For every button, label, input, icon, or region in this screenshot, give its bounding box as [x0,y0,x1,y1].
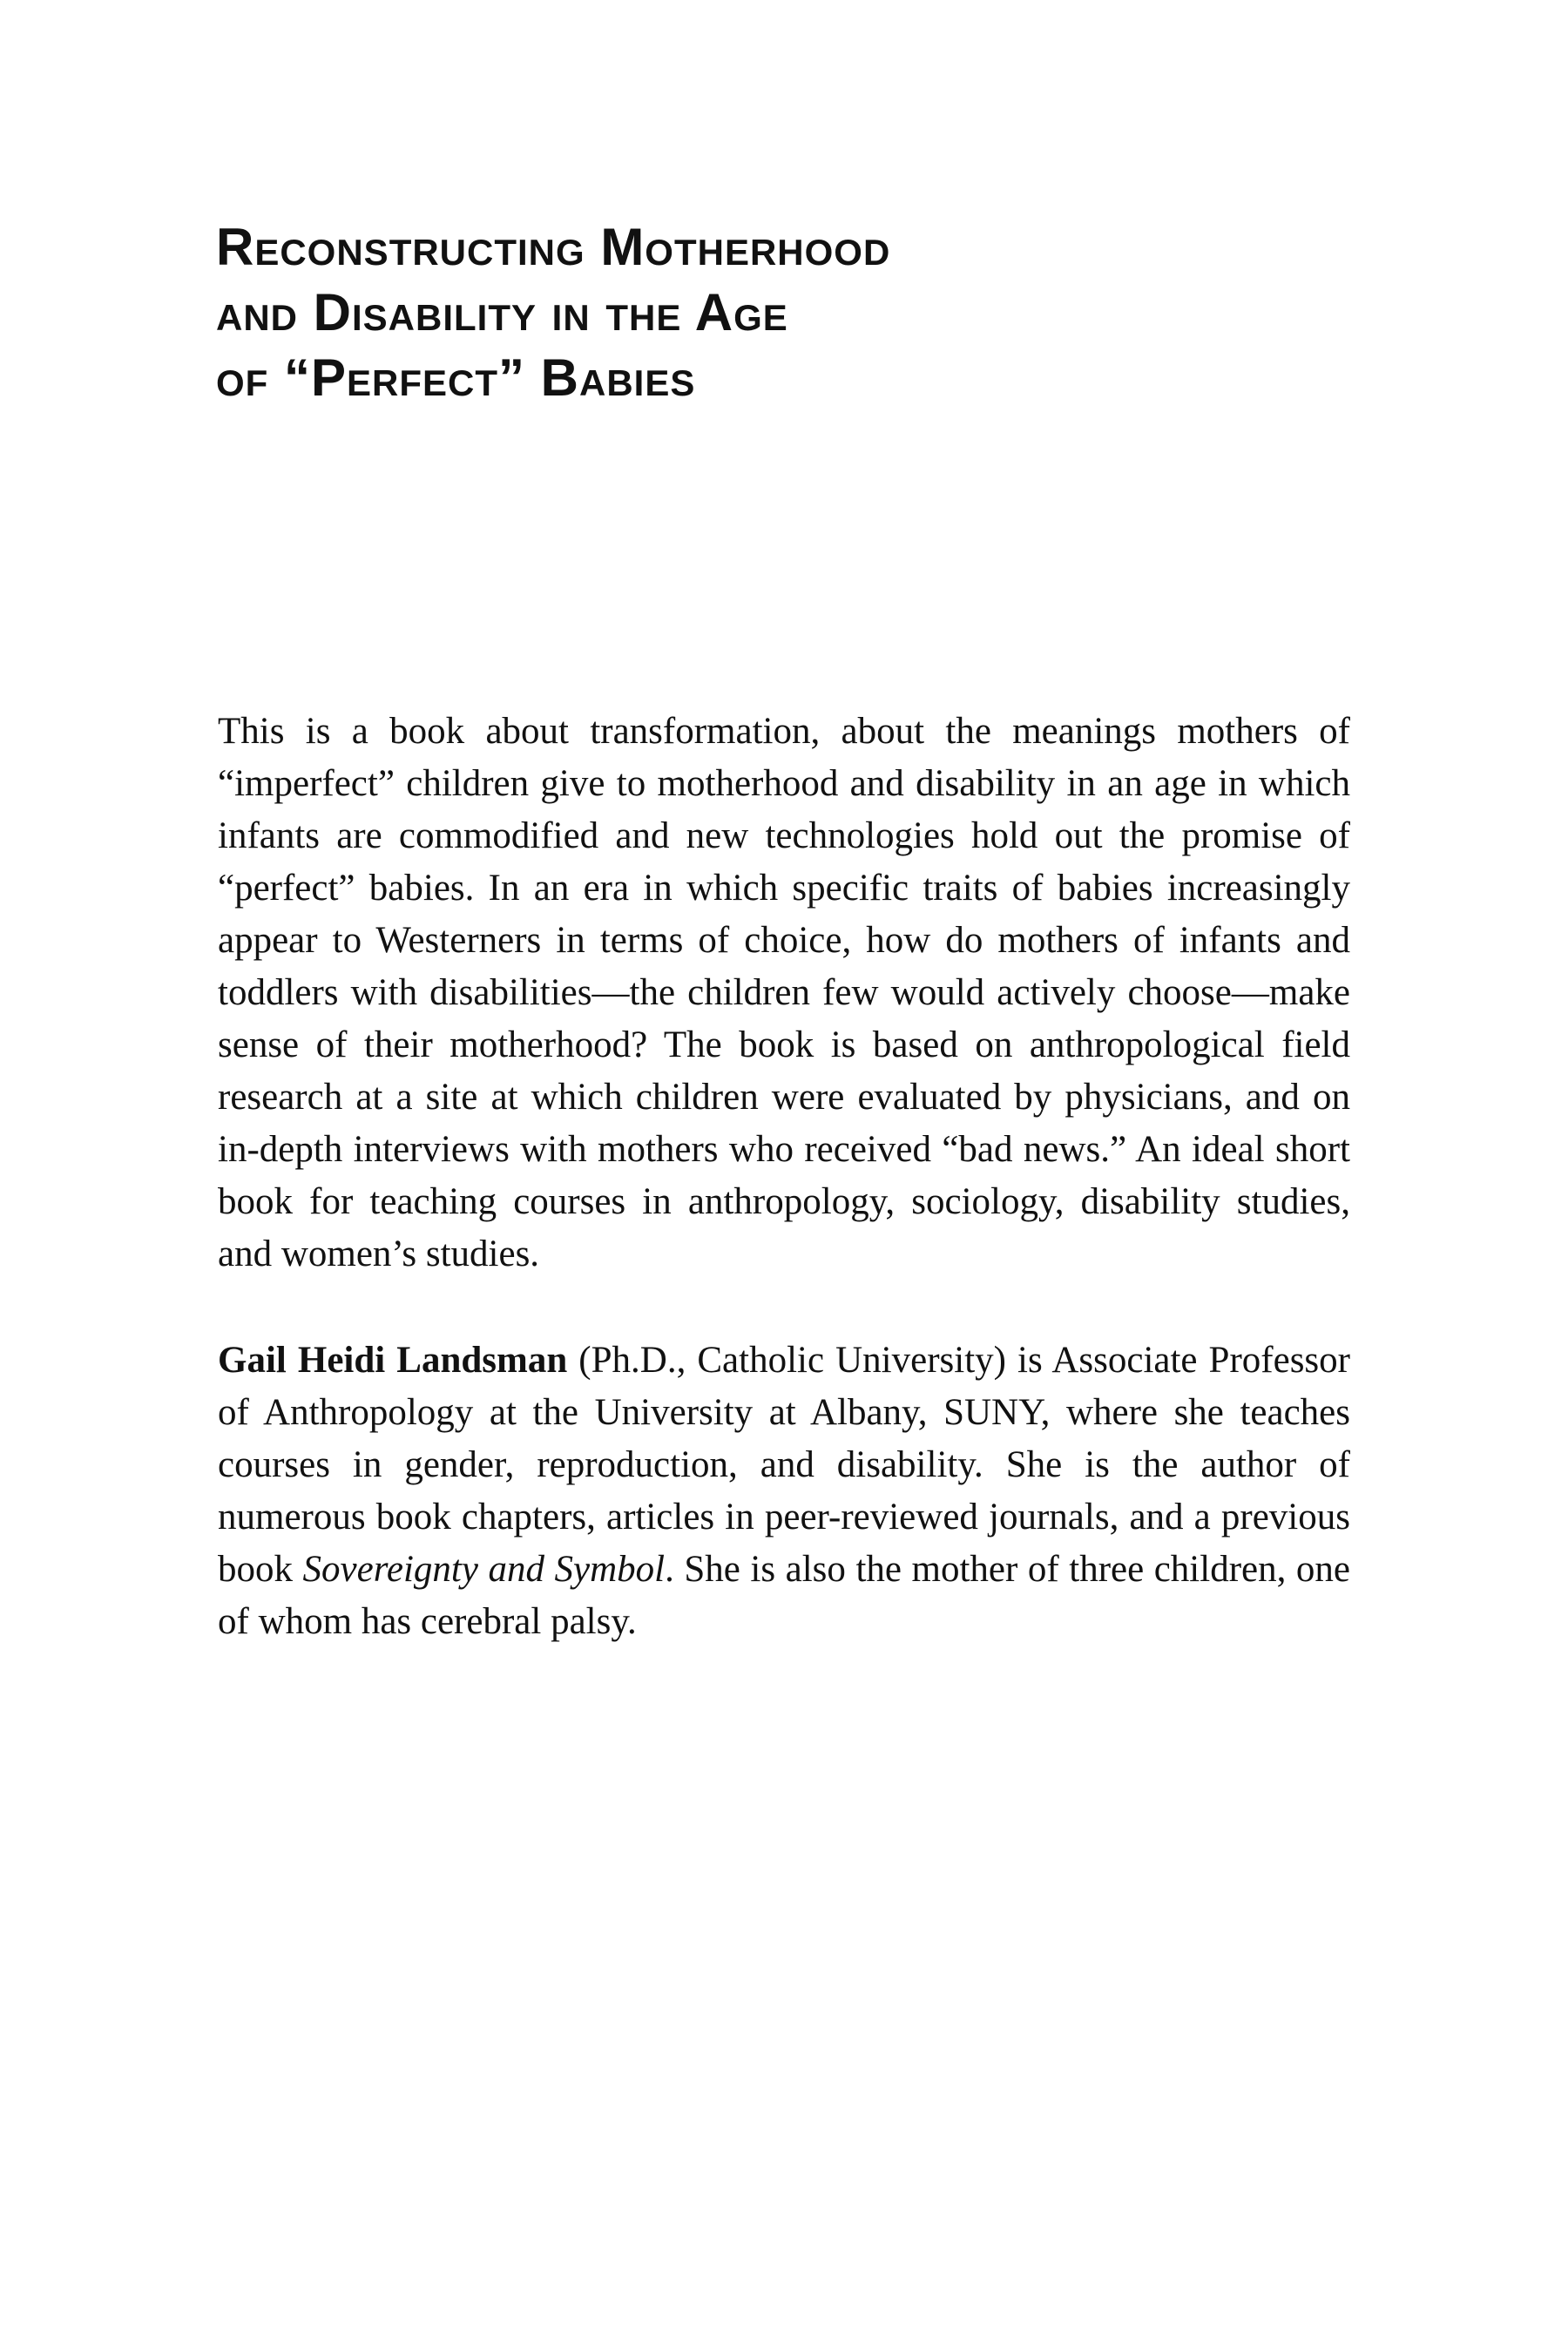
author-bio [218,1335,1350,1648]
author-name: Gail Heidi Landsman [218,1340,568,1381]
bio-text-part-2: . She is also the mother of three children, one of whom has cerebral palsy. [218,1549,1350,1642]
title-line-1: Reconstructing Motherhood [216,218,891,276]
title-line-3: of “Perfect” Babies [216,348,696,407]
book-description: This is a book about transformation, about the meanings mothers of “imperfect” children give to motherhood and disability in an age in which infants are commodified and new technologies hold out the promise of “perfect” babies. In an era in which specific traits of babies increasingly appear to Westerners in terms of choice, how do mothers of infants and toddlers with disabilities—the children few would actively choose—make sense of their motherhood? The book is based on anthropological field research at a site at which children were evaluated by physicians, and on in-depth interviews with mothers who received “bad news.” An ideal short book for teaching courses in anthropology, sociology, disability studies, and women’s studies. [218,711,1350,1274]
previous-book-title: Sovereignty and Symbol [302,1549,666,1590]
bio-text-part-1: (Ph.D., Catholic University) is Associate Professor of Anthropology at the University at Albany, SUNY, where she teaches courses in gender, reproduction, and disability. She is the author of numerous book chapters, articles in peer-reviewed journals, and a previous book [218,1340,1350,1590]
book-title-block [216,214,1348,410]
title-line-2: and Disability in the Age [216,283,788,341]
